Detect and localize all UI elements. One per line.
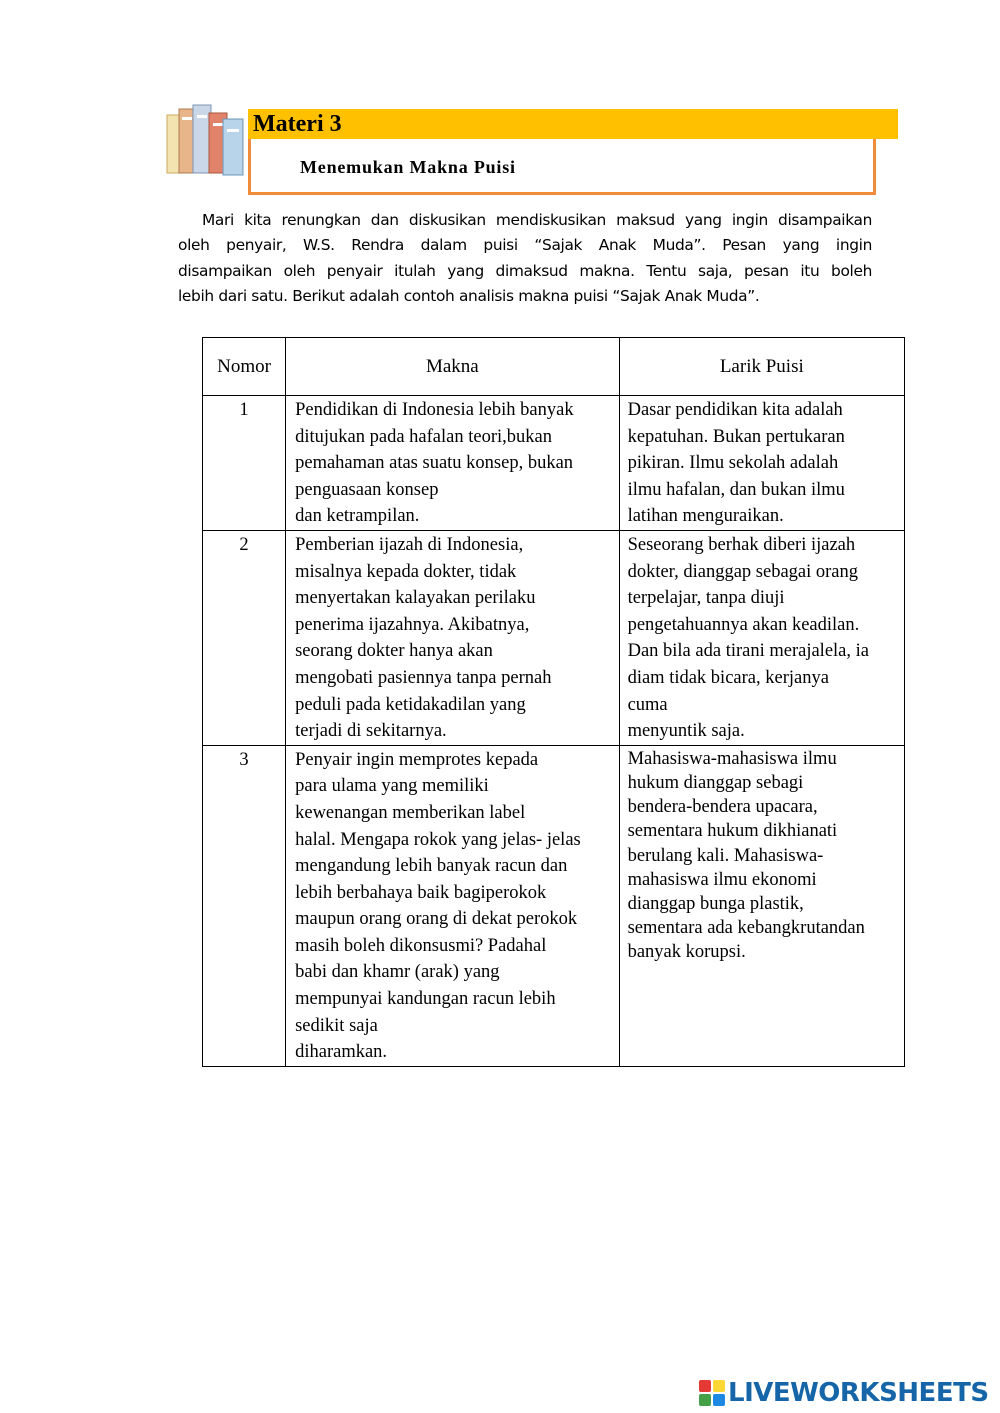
larik-line: Dan bila ada tirani merajalela, ia xyxy=(627,641,869,662)
header-makna: Makna xyxy=(286,338,619,396)
makna-line: Pendidikan di Indonesia lebih banyak xyxy=(295,400,574,420)
table-row xyxy=(203,530,905,745)
makna-cell xyxy=(286,396,619,531)
makna-line: penguasaan konsep xyxy=(295,479,439,500)
makna-line: kewenangan memberikan label xyxy=(295,802,526,823)
row-number: 3 xyxy=(203,745,286,1066)
makna-line: babi dan khamr (arak) yang xyxy=(295,962,500,983)
larik-cell xyxy=(619,396,904,531)
larik-line: dianggap bunga plastik, xyxy=(627,893,804,914)
larik-line: ilmu hafalan, dan bukan ilmu xyxy=(627,479,845,500)
larik-line: mahasiswa ilmu ekonomi xyxy=(627,869,817,890)
makna-line: Penyair ingin memprotes kepada xyxy=(295,749,539,770)
intro-line: oleh penyair, W.S. Rendra dalam puisi “Sajak Anak Muda”. Pesan yang ingin xyxy=(178,236,872,255)
larik-line: sementara ada kebangkrutandan xyxy=(627,918,865,939)
analysis-table xyxy=(202,337,905,1067)
table-header-row xyxy=(203,338,905,396)
larik-line: cuma xyxy=(627,694,668,715)
header-bar xyxy=(248,109,898,139)
makna-cell xyxy=(286,530,619,745)
makna-line: mengandung lebih banyak racun dan xyxy=(295,856,568,877)
larik-line: Mahasiswa-mahasiswa ilmu xyxy=(627,748,837,769)
brand-name: LIVEWORKSHEETS xyxy=(728,1378,989,1408)
larik-line: sementara hukum dikhianati xyxy=(627,821,838,842)
larik-line: dokter, dianggap sebagai orang xyxy=(627,561,859,582)
row-number: 2 xyxy=(203,530,286,745)
larik-line: kepatuhan. Bukan pertukaran xyxy=(627,426,845,447)
makna-line: peduli pada ketidakadilan yang xyxy=(295,694,526,715)
larik-line: banyak korupsi. xyxy=(627,942,746,963)
larik-line: pengetahuannya akan keadilan. xyxy=(627,614,860,635)
liveworksheets-brand[interactable] xyxy=(698,1378,989,1408)
table-row xyxy=(203,396,905,531)
makna-line: mempunyai kandungan racun lebih xyxy=(295,989,556,1010)
larik-line: hukum dianggap sebagi xyxy=(627,772,804,793)
table-row xyxy=(203,745,905,1066)
liveworksheets-logo-icon xyxy=(698,1379,726,1407)
header-nomor: Nomor xyxy=(203,338,286,396)
makna-line: lebih berbahaya baik bagiperokok xyxy=(295,882,547,903)
makna-line: menyertakan kalayakan perilaku xyxy=(295,588,536,609)
makna-line: diharamkan. xyxy=(295,1042,388,1063)
larik-line: Seseorang berhak diberi ijazah xyxy=(627,534,856,555)
intro-paragraph xyxy=(178,208,872,310)
makna-line: dan ketrampilan. xyxy=(295,506,420,527)
makna-line: misalnya kepada dokter, tidak xyxy=(295,561,517,582)
larik-line: Dasar pendidikan kita adalah xyxy=(627,400,843,420)
larik-line: menyuntik saja. xyxy=(627,721,745,742)
makna-line: terjadi di sekitarnya. xyxy=(295,721,447,742)
larik-line: latihan menguraikan. xyxy=(627,506,784,527)
larik-line: pikiran. Ilmu sekolah adalah xyxy=(627,453,839,474)
makna-line: ditujukan pada hafalan teori,bukan xyxy=(295,426,552,447)
section-subtitle: Menemukan Makna Puisi xyxy=(300,157,516,177)
intro-line: Mari kita renungkan dan diskusikan mendiskusikan maksud yang ingin disampaikan xyxy=(202,211,872,229)
makna-line: masih boleh dikonsusmi? Padahal xyxy=(295,935,547,956)
intro-line: lebih dari satu. Berikut adalah contoh analisis makna puisi “Sajak Anak Muda”. xyxy=(178,287,760,306)
makna-cell xyxy=(286,745,619,1066)
makna-line: penerima ijazahnya. Akibatnya, xyxy=(295,614,530,635)
makna-line: pemahaman atas suatu konsep, bukan xyxy=(295,453,574,474)
makna-line: maupun orang orang di dekat perokok xyxy=(295,909,578,930)
header-larik-puisi: Larik Puisi xyxy=(619,338,904,396)
makna-line: halal. Mengapa rokok yang jelas- jelas xyxy=(295,829,581,850)
larik-cell xyxy=(619,745,904,1066)
larik-line: terpelajar, tanpa diuji xyxy=(627,588,785,609)
larik-line: berulang kali. Mahasiswa- xyxy=(627,845,824,866)
row-number: 1 xyxy=(203,396,286,531)
books-icon xyxy=(165,103,247,177)
larik-line: bendera-bendera upacara, xyxy=(627,797,818,818)
makna-line: sedikit saja xyxy=(295,1015,378,1036)
makna-line: Pemberian ijazah di Indonesia, xyxy=(295,534,524,555)
larik-cell xyxy=(619,530,904,745)
makna-line: mengobati pasiennya tanpa pernah xyxy=(295,667,552,688)
section-title: Materi 3 xyxy=(253,111,342,137)
makna-line: para ulama yang memiliki xyxy=(295,776,489,797)
makna-line: seorang dokter hanya akan xyxy=(295,641,493,662)
intro-line: disampaikan oleh penyair itulah yang dimaksud makna. Tentu saja, pesan itu boleh xyxy=(178,261,872,280)
larik-line: diam tidak bicara, kerjanya xyxy=(627,667,829,688)
